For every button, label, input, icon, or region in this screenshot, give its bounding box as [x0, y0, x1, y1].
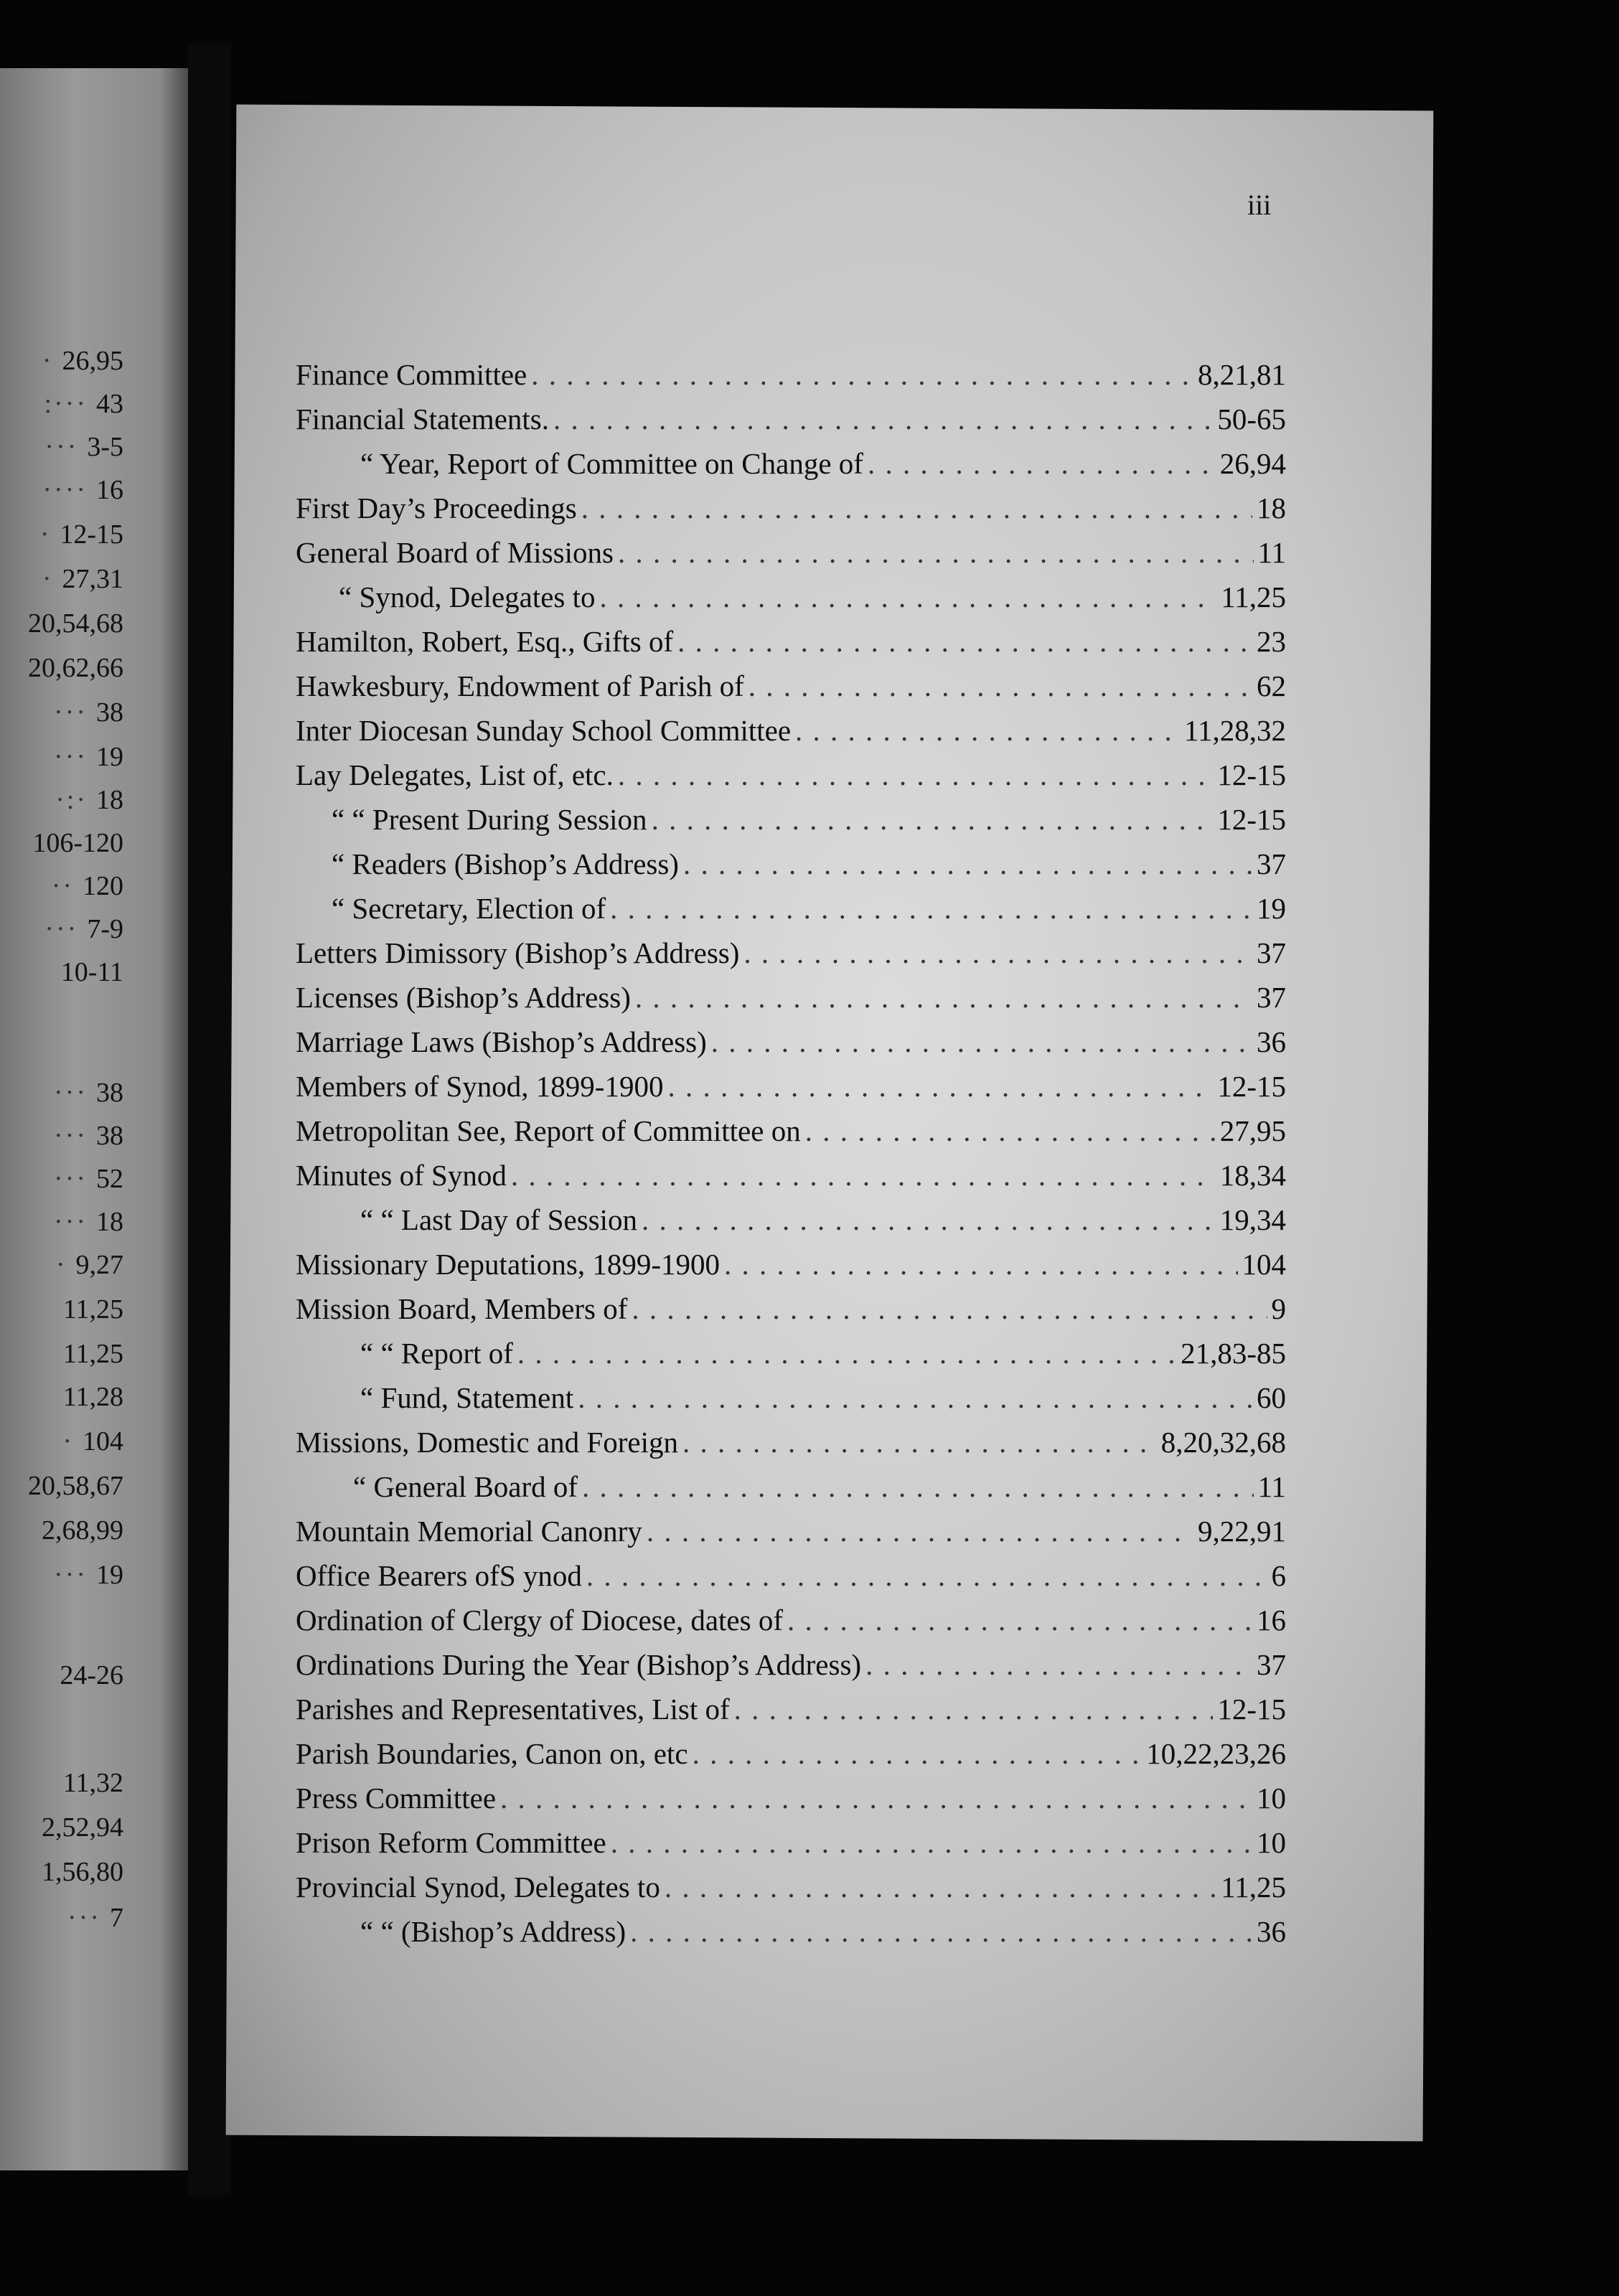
index-entry: Prison Reform Committee . . . 10: [296, 1821, 1286, 1864]
index-entry: Letters Dimissory (Bishop’s Address) . . . 37: [296, 931, 1286, 974]
left-entry: · 104: [62, 1426, 123, 1457]
index-entry: General Board of Missions . . . 11: [296, 531, 1286, 574]
index-entry: Press Committee . . . 10: [296, 1777, 1286, 1820]
left-entry: 20,54,68: [28, 608, 123, 639]
left-entry: 106-120: [32, 828, 123, 858]
left-entry: ··· 19: [54, 742, 123, 772]
left-entry: · 12-15: [39, 519, 123, 550]
index-entry: Parish Boundaries, Canon on, etc . . . 10,22,23,26: [296, 1732, 1286, 1775]
left-entry: 11,32: [62, 1768, 123, 1798]
index-entry: Ordinations During the Year (Bishop’s Address) . . . 37: [296, 1643, 1286, 1686]
index-entry: “ Fund, Statement . . . 60: [296, 1376, 1286, 1419]
index-entry: Minutes of Synod . . . 18,34: [296, 1154, 1286, 1197]
left-entry: 2,68,99: [42, 1515, 123, 1545]
index-entry: Ordination of Clergy of Diocese, dates of . . . 16: [296, 1599, 1286, 1642]
index-entry: Parishes and Representatives, List of . . . 12-15: [296, 1688, 1286, 1731]
index-entry: “ Readers (Bishop’s Address) . . . 37: [296, 842, 1286, 885]
left-entry: ··· 38: [54, 1121, 123, 1151]
book-gutter: [188, 43, 231, 2196]
left-entry: · 27,31: [42, 564, 123, 594]
index-entry: Office Bearers ofS ynod . . . 6: [296, 1554, 1286, 1597]
index-entry: Financial Statements. . . . 50-65: [296, 397, 1286, 441]
index-entry: “ “ Present During Session . . . 12-15: [296, 798, 1286, 841]
left-page: [0, 68, 188, 2170]
index-entry: Mission Board, Members of . . . 9: [296, 1287, 1286, 1330]
index-entry: Licenses (Bishop’s Address) . . . 37: [296, 976, 1286, 1019]
index-entry: “ “ Last Day of Session . . . 19,34: [296, 1198, 1286, 1241]
left-entry: 20,58,67: [28, 1471, 123, 1501]
left-entry: ·· 120: [51, 871, 123, 901]
index-entry: Mountain Memorial Canonry . . . 9,22,91: [296, 1510, 1286, 1553]
index-entry: Metropolitan See, Report of Committee on . . . 27,95: [296, 1109, 1286, 1152]
left-entry: ··· 38: [54, 1078, 123, 1108]
index-entry: “ Year, Report of Committee on Change of . . . 26,94: [296, 442, 1286, 485]
left-entry: 20,62,66: [28, 653, 123, 683]
index-entry: Provincial Synod, Delegates to . . . 11,25: [296, 1866, 1286, 1909]
left-entry: ··· 38: [54, 697, 123, 728]
index-entry: First Day’s Proceedings . . . 18: [296, 486, 1286, 530]
left-entry: ··· 19: [54, 1560, 123, 1590]
index-entry: Hawkesbury, Endowment of Parish of . . . 62: [296, 664, 1286, 707]
left-entry: 1,56,80: [42, 1857, 123, 1887]
left-entry: ··· 7: [67, 1903, 123, 1933]
left-entry: ··· 18: [54, 1207, 123, 1237]
index-entry: Inter Diocesan Sunday School Committee . . . 11,28,32: [296, 709, 1286, 752]
left-entry: 24-26: [60, 1660, 123, 1690]
index-entry: Lay Delegates, List of, etc. . . . 12-15: [296, 753, 1286, 796]
index-entry: “ “ Report of . . . 21,83-85: [296, 1332, 1286, 1375]
index-entry: “ Secretary, Election of . . . 19: [296, 887, 1286, 930]
left-entry: 2,52,94: [42, 1812, 123, 1843]
left-entry: ···· 16: [42, 475, 123, 505]
page-number: iii: [1247, 189, 1272, 221]
left-entry: 10-11: [60, 957, 123, 987]
left-entry: ··· 52: [54, 1164, 123, 1194]
index-entry: Missions, Domestic and Foreign . . . 8,20,32,68: [296, 1421, 1286, 1464]
left-entry: · 26,95: [42, 346, 123, 376]
left-entry: ··· 3-5: [44, 432, 123, 462]
left-entry: · 9,27: [55, 1250, 123, 1280]
left-entry: ··· 7-9: [44, 914, 123, 944]
index-entry: Members of Synod, 1899-1900 . . . 12-15: [296, 1065, 1286, 1108]
index-entry: Finance Committee . . . 8,21,81: [296, 353, 1286, 396]
left-entry: 11,28: [62, 1382, 123, 1412]
index-entry: “ “ (Bishop’s Address) . . . 36: [296, 1910, 1286, 1953]
left-entry: 11,25: [62, 1339, 123, 1369]
index-entry: “ Synod, Delegates to . . . 11,25: [296, 575, 1286, 618]
left-entry: :··· 43: [44, 389, 123, 419]
index-entry: Hamilton, Robert, Esq., Gifts of . . . 23: [296, 620, 1286, 663]
index-entry: “ General Board of . . . 11: [296, 1465, 1286, 1508]
index-entry: Missionary Deputations, 1899-1900 . . . 104: [296, 1243, 1286, 1286]
left-entry: ·:· 18: [55, 785, 123, 815]
left-entry: 11,25: [62, 1294, 123, 1325]
index-entry: Marriage Laws (Bishop’s Address) . . . 36: [296, 1020, 1286, 1063]
